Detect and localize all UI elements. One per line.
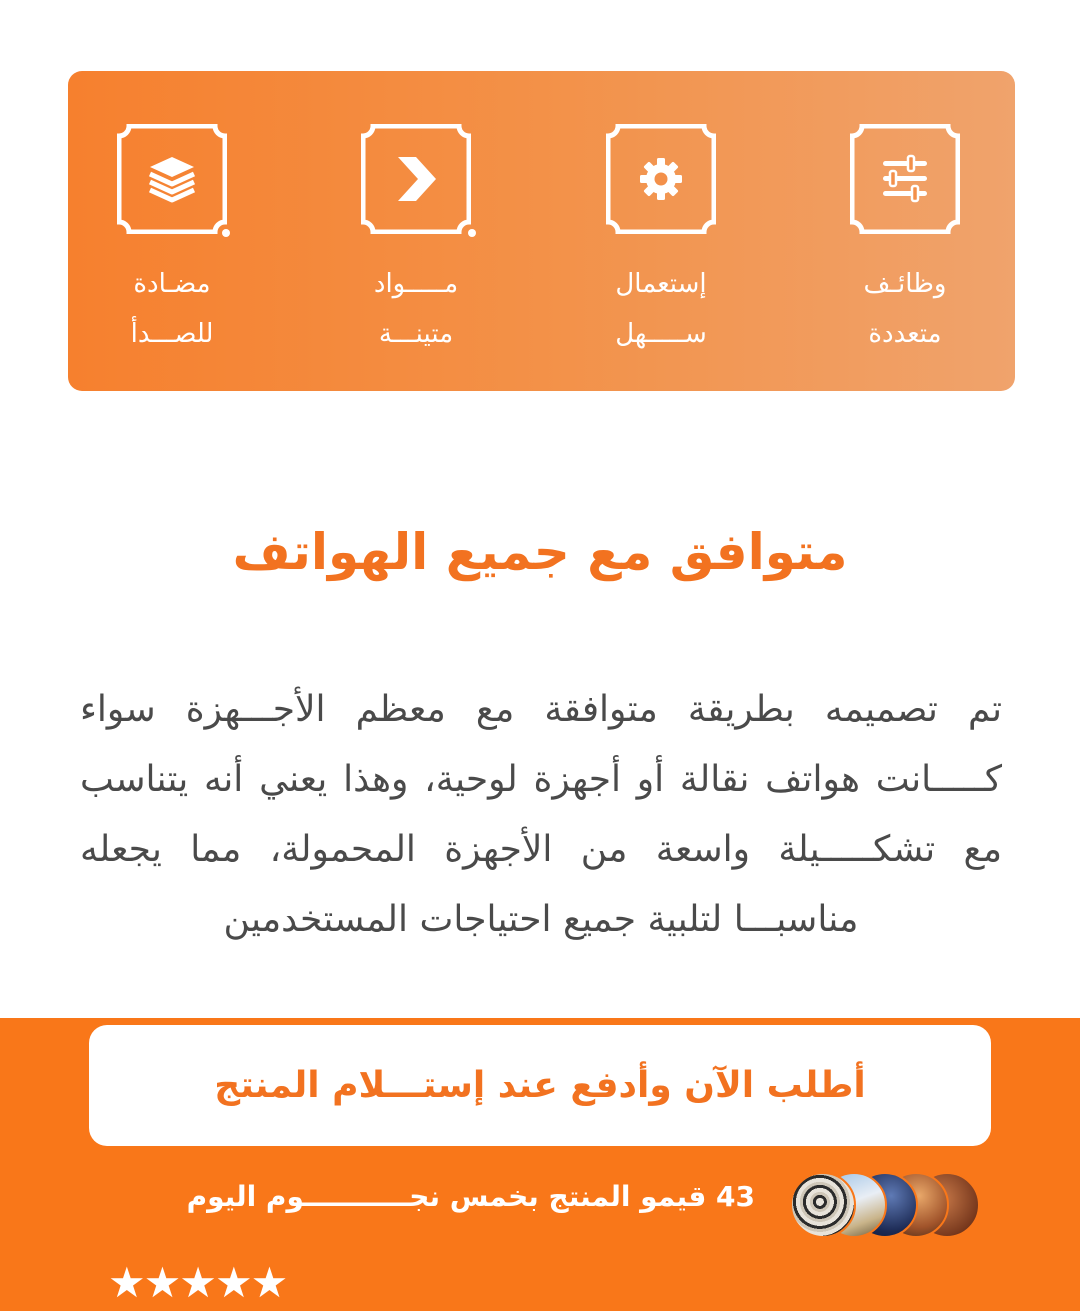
avatar: [790, 1172, 856, 1238]
icon-frame: [361, 124, 471, 234]
gear-icon: [631, 149, 691, 209]
feature-label: إستعمال ســـــهل: [615, 269, 707, 349]
dot-icon: [221, 228, 231, 238]
order-now-button[interactable]: أطلب الآن وأدفع عند إستـــلام المنتج: [89, 1025, 991, 1146]
features-card: [68, 71, 1015, 391]
description-text: تم تصميمه بطريقة متوافقة مع معظم الأجـــهزة سواء كـــــانت هواتف نقالة أو أجهزة لوحية، وهذا يعني أنه يتناسب مع تشكـــــيلة واسعة من الأجهزة المحمولة، مما يجعله مناسبـــا لتلبية جميع احتياجات المستخدمين: [80, 689, 1002, 940]
feature-label: مـــــواد متينـــة: [373, 269, 459, 349]
dot-icon: [467, 228, 477, 238]
page-title: متوافق مع جميع الهواتف: [232, 523, 848, 581]
icon-frame: [606, 124, 716, 234]
sliders-icon: [875, 149, 935, 209]
feature-label: مضـادة للصـــدأ: [130, 269, 214, 349]
layers-icon: [142, 149, 202, 209]
reviewer-avatars: [790, 1172, 980, 1238]
reviews-count-text: 43 قيمو المنتج بخمس نجـــــــــــوم اليوم: [186, 1180, 755, 1213]
feature-label: وظائـف متعددة: [863, 269, 947, 349]
chevron-right-icon: [386, 149, 446, 209]
icon-frame: [117, 124, 227, 234]
rating-stars: ★★★★★: [108, 1258, 287, 1307]
icon-frame: [850, 124, 960, 234]
